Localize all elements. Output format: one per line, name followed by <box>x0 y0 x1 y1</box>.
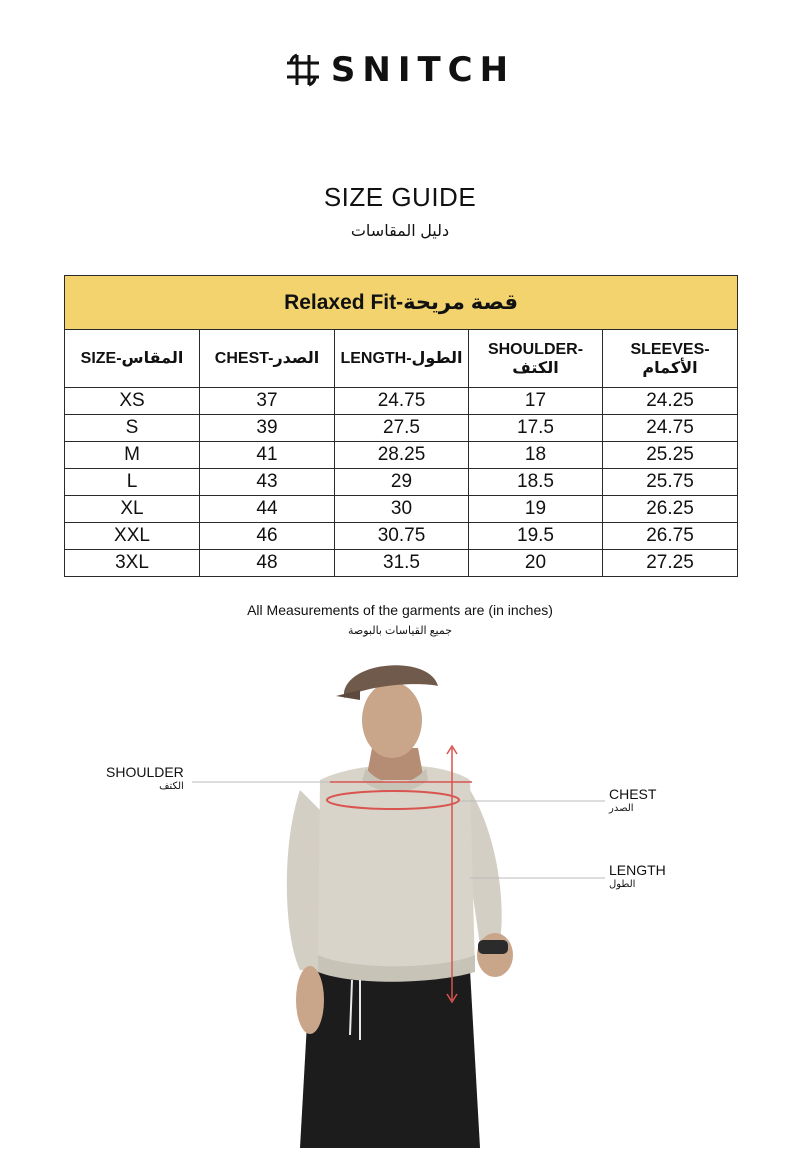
table-cell: 26.75 <box>603 523 738 550</box>
brand-name: SNITCH <box>330 50 516 90</box>
table-row <box>65 496 738 523</box>
table-cell: 44 <box>200 496 335 523</box>
table-cell: 24.75 <box>335 388 469 415</box>
table-cell: XS <box>65 388 200 415</box>
table-cell: 46 <box>200 523 335 550</box>
chest-callout <box>609 786 656 815</box>
model-figure <box>0 640 800 1148</box>
column-header <box>335 330 469 388</box>
table-cell: 37 <box>200 388 335 415</box>
column-header-line: SIZE-المقاس <box>80 350 184 367</box>
column-header-line-ar: الأكمام <box>642 359 698 377</box>
length-label-ar: الطول <box>609 879 636 890</box>
shoulder-label: SHOULDER <box>106 764 184 780</box>
table-cell: 41 <box>200 442 335 469</box>
table-row <box>65 550 738 577</box>
page-title: SIZE GUIDE <box>323 182 477 212</box>
table-cell: 28.25 <box>335 442 469 469</box>
table-row <box>65 469 738 496</box>
table-cell: 31.5 <box>335 550 469 577</box>
table-cell: 27.25 <box>603 550 738 577</box>
chest-label-ar: الصدر <box>609 803 634 814</box>
chest-label: CHEST <box>609 786 657 802</box>
table-cell: L <box>65 469 200 496</box>
column-header-line: SLEEVES- <box>630 340 710 358</box>
column-header-line: CHEST-الصدر <box>214 350 320 367</box>
table-cell: XL <box>65 496 200 523</box>
table-cell: 25.25 <box>603 442 738 469</box>
table-cell: 19 <box>469 496 603 523</box>
column-header <box>603 330 738 388</box>
length-label: LENGTH <box>609 862 666 878</box>
table-cell: 17.5 <box>469 415 603 442</box>
table-cell: 25.75 <box>603 469 738 496</box>
table-cell: 17 <box>469 388 603 415</box>
table-cell: 3XL <box>65 550 200 577</box>
table-cell: 26.25 <box>603 496 738 523</box>
table-cell: 24.25 <box>603 388 738 415</box>
table-cell: 20 <box>469 550 603 577</box>
shoulder-label-ar: الكتف <box>159 781 184 792</box>
column-header-line: LENGTH-الطول <box>340 350 463 367</box>
table-cell: 27.5 <box>335 415 469 442</box>
column-header <box>200 330 335 388</box>
page-subtitle-ar: دليل المقاسات <box>350 223 450 240</box>
table-cell: 19.5 <box>469 523 603 550</box>
table-cell: 18 <box>469 442 603 469</box>
table-row <box>65 415 738 442</box>
column-header <box>469 330 603 388</box>
table-row <box>65 388 738 415</box>
table-cell: 48 <box>200 550 335 577</box>
measurement-note-ar: جميع القياسات بالبوصة <box>347 625 453 637</box>
table-cell: 18.5 <box>469 469 603 496</box>
hash-grid-icon <box>285 53 321 87</box>
table-cell: M <box>65 442 200 469</box>
fit-label: Relaxed Fit-قصة مريحة <box>65 276 738 330</box>
measurement-note: All Measurements of the garments are (in inches) <box>247 602 553 618</box>
length-callout <box>609 862 666 891</box>
table-cell: 39 <box>200 415 335 442</box>
table-cell: 30.75 <box>335 523 469 550</box>
table-cell: 43 <box>200 469 335 496</box>
column-header-line-ar: الكتف <box>512 359 559 377</box>
column-header-line: SHOULDER- <box>487 340 584 358</box>
brand-logo <box>0 50 800 90</box>
table-cell: 29 <box>335 469 469 496</box>
table-cell: 24.75 <box>603 415 738 442</box>
table-row <box>65 442 738 469</box>
size-table-body <box>65 388 738 577</box>
table-cell: XXL <box>65 523 200 550</box>
table-row <box>65 523 738 550</box>
column-header <box>65 330 200 388</box>
table-cell: 30 <box>335 496 469 523</box>
shoulder-callout <box>106 764 184 793</box>
column-header-row <box>65 330 738 388</box>
size-table <box>64 275 738 577</box>
model-illustration <box>0 640 800 1148</box>
table-cell: S <box>65 415 200 442</box>
